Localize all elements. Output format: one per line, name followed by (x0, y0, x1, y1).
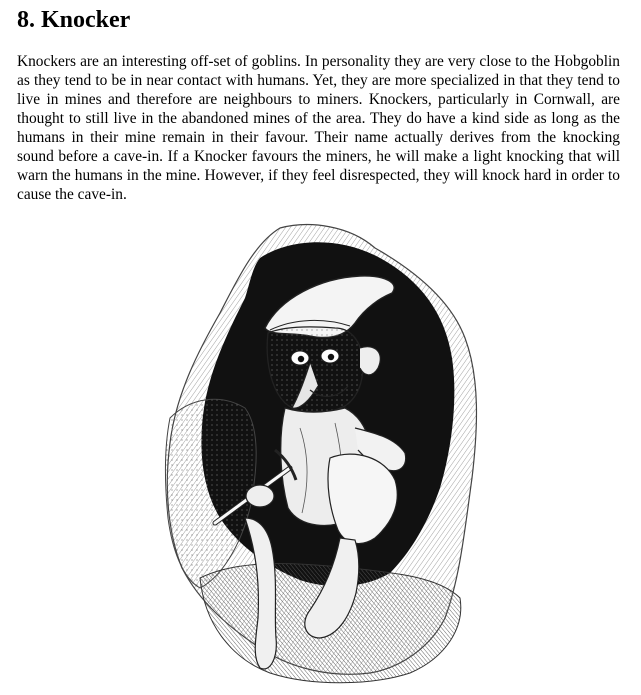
section-paragraph: Knockers are an interesting off-set of goblins. In personality they are very close to the Hobgoblin as they tend to be in near contact with humans. Yet, they are more specialized in that they tend to live in mines and therefore are neighbours to miners. Knockers, particularly in Cornwall, are thought to still live in the abandoned mines of the area. They do have a kind side as long as the humans in their mine remain in their favour. Their name actually derives from the knocking sound before a cave-in. If a Knocker favours the miners, he will make a light knocking that will warn the humans in the mine. However, if they feel disrespected, they will knock hard in order to cause the cave-in. (17, 53, 620, 203)
section-heading: 8. Knocker (17, 7, 131, 33)
knocker-illustration (160, 218, 488, 690)
